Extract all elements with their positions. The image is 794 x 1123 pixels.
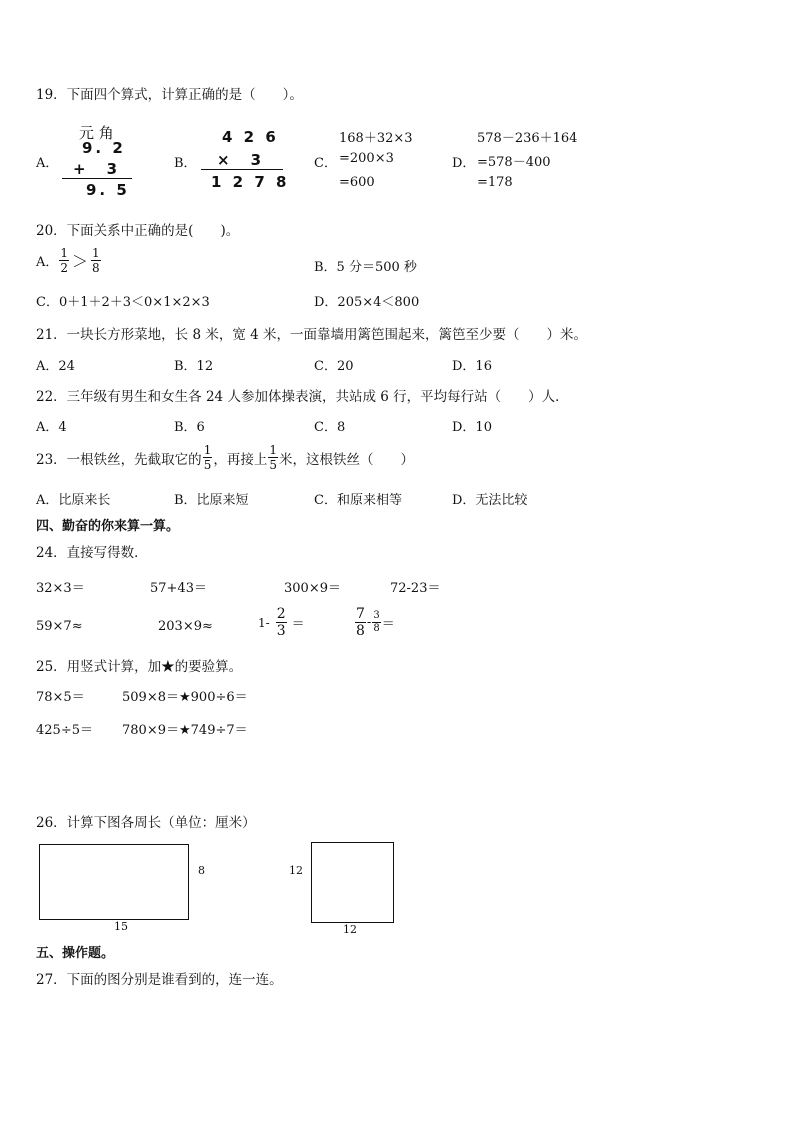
q19-c-line1: 168＋32×3 [339,131,413,146]
q20-a-operator: ＞ [72,252,89,271]
q24-item-5: 59×7≈ [36,619,83,634]
q19-d-line1: 578－236＋164 [477,131,578,146]
q23-option-c[interactable]: C．和原来相等 [314,493,402,508]
q19-stem: 19．下面四个算式，计算正确的是（ ）。 [36,87,303,103]
q22-option-c[interactable]: C．8 [314,420,346,435]
q19-a-header: 元 角 [79,124,114,142]
q26-stem: 26．计算下图各周长（单位：厘米） [36,815,256,831]
q24-item-8-post: ＝ [381,617,395,632]
q26-square-bottom-label: 12 [343,923,357,936]
q22-option-b[interactable]: B．6 [174,420,205,435]
q24-stem: 24．直接写得数． [36,545,148,561]
q21-option-b[interactable]: B．12 [174,359,214,374]
q20-option-b[interactable]: B．5 分＝500 秒 [314,260,417,275]
q24-item-6: 203×9≈ [158,619,213,634]
q24-item-7-post: ＝ [291,617,305,632]
q19-b-rule [201,169,283,170]
q23-option-a[interactable]: A．比原来长 [36,493,111,508]
q19-b-op: × 3 [217,151,265,169]
q20-a-label: A． [36,255,59,270]
q19-d-line3: =178 [477,175,513,190]
q24-item-8-operator: - [366,615,372,630]
q19-b-top: 4 2 6 [222,128,279,146]
q24-item-8 [354,607,395,638]
q23-option-b[interactable]: B．比原来短 [174,493,249,508]
q19-b-result: 1 2 7 8 [211,173,290,191]
q20-option-c[interactable]: C．0＋1＋2＋3＜0×1×2×3 [36,295,210,310]
q19-a-label: A． [36,156,59,171]
q22-option-a[interactable]: A．4 [36,420,67,435]
q21-option-d[interactable]: D．16 [452,359,492,374]
q19-c-line2: =200×3 [339,151,394,166]
q25-item-2: 509×8＝ [122,690,179,705]
q24-item-2: 57+43＝ [150,581,207,596]
q26-square [311,842,394,923]
q23-stem-pre: 23．一根铁丝，先截取它的 [36,451,202,468]
q25-stem: 25．用竖式计算，加★的要验算。 [36,659,243,675]
section-4-heading: 四、勤奋的你来算一算。 [36,519,180,534]
q20-option-a[interactable] [36,247,102,274]
q22-stem: 22．三年级有男生和女生各 24 人参加体操表演，共站成 6 行，平均每行站（ ）人． [36,389,569,405]
section-5-heading: 五、操作题。 [36,946,115,961]
q25-item-6: ★749÷7＝ [179,723,248,738]
q23-stem-post: 米，这根铁丝（ ） [278,451,414,468]
q19-a-op: + 3 [73,160,121,178]
q19-a-rule [62,178,132,179]
q21-option-c[interactable]: C．20 [314,359,354,374]
q21-stem: 21．一块长方形菜地，长 8 米，宽 4 米，一面靠墙用篱笆围起来，篱笆至少要（ ）米。 [36,327,588,343]
q19-d-label: D． [452,156,476,171]
q21-option-a[interactable]: A．24 [36,359,75,374]
q23-stem-mid: ，再接上 [213,451,268,468]
q25-item-5: 780×9＝ [122,723,179,738]
q24-item-8-fraction-1: $\frac{7}{8}$ [356,606,365,639]
q20-stem: 20．下面关系中正确的是( )。 [36,223,240,239]
q20-a-fraction-1: $\frac{1}{2}$ [60,246,69,275]
q24-item-4: 72-23＝ [390,581,441,596]
q23-fraction-1: $\frac{1}{5}$ [203,443,212,472]
q20-option-d[interactable]: D．205×4＜800 [314,295,420,310]
q26-rectangle [39,844,189,920]
q27-stem: 27．下面的图分别是谁看到的，连一连。 [36,972,283,988]
q19-b-label: B． [174,156,197,171]
q19-c-label: C． [314,156,337,171]
q19-c-line3: =600 [339,175,375,190]
q24-item-1: 32×3＝ [36,581,85,596]
q24-item-8-fraction-2: $\frac{3}{8}$ [373,610,380,634]
q25-item-4: 425÷5＝ [36,723,93,738]
q25-item-1: 78×5＝ [36,690,85,705]
q26-rect-height-label: 8 [198,864,205,877]
q25-item-3: ★900÷6＝ [179,690,248,705]
q19-a-top: 9. 2 [82,139,126,157]
q20-a-fraction-2: $\frac{1}{8}$ [92,246,100,275]
q24-item-3: 300×9＝ [284,581,341,596]
q19-a-result: 9. 5 [86,181,130,199]
q26-square-left-label: 12 [289,864,303,877]
q23-option-d[interactable]: D．无法比较 [452,493,528,508]
q24-item-7-fraction: $\frac{2}{3}$ [276,606,286,639]
q23-fraction-2: $\frac{1}{5}$ [269,443,277,472]
q22-option-d[interactable]: D．10 [452,420,492,435]
q19-d-line2: =578－400 [477,155,551,170]
q24-item-7-pre: 1- [258,615,270,630]
q26-rect-width-label: 15 [114,920,128,933]
q24-item-7 [258,607,305,638]
q23-stem [36,444,414,471]
